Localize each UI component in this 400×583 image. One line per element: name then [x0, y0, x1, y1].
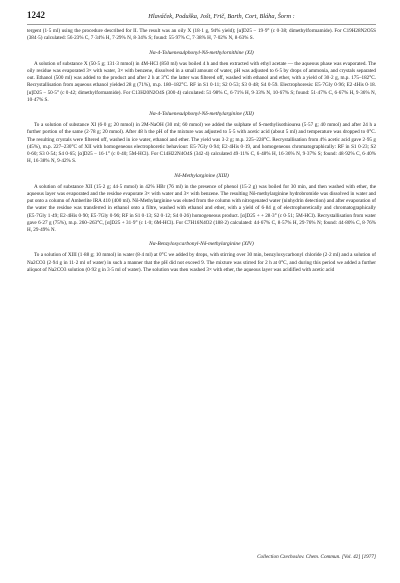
paragraph: A solution of substance X (50·5 g; 131·3 mmol) in 4M-HCl (850 ml) was boiled 4 h and then extracted with ethyl acetate — the aqueous phase was evaporated. The oily residue was evaporated 3× with water, 3× with benzene, dissolved in a small amount of water, pH was adjusted to 6·5 by drops of ammonia, and crystals separated out. Ethanol (500 ml) was added to the product and after 2 h at 3°C the latter was filtered off, washed with ethanol and ether, with a yield of 30·2 g, m.p. 175–182°C. Recrystallisation from aqueous ethanol yielded 28 g (71%), m.p. 180–182°C. RF in S1 0·11; S2 0·53; S3 0·48; S4 0·59. Electrophoresis: E5·7Gly 0·96; E2·4His 0·18. [α]D25 − 50·5° (c 0·42; dimethylformamide). For C13H20N2O4S (300·4) calculated: 51·98% C, 6·71% H, 9·33% N, 10·67% S; found: 51·47% C, 6·67% H, 9·36% N, 10·47% S. [27, 60, 376, 103]
paragraph: To a solution of substance XI (6·0 g; 20 mmol) in 2M-NaOH (30 ml; 60 mmol) we added the sulphate of S-methylisothiourea (5·57 g; 40 mmol) and after 24 h a further portion of the same (2·78 g; 20 mmol). After 48 h the pH of the mixture was adjusted to 5·5 with acetic acid (about 5 ml) and temperature was dropped to 0°C. The resulting crystals were filtered off, washed in ice water, ethanol and ether. The yield was 3·2 g; m.p. 225–228°C. Recrystallisation from 4% acetic acid gave 2·95 g (45%), m.p. 227–230°C of XII with homogeneous electrophoretic behaviour: E5·7Gly 0·94; E2·4His 0·19, and homogeneous chromatographically: RF in S1 0·23; S2 0·60; S3 0·54; S4 0·65; [α]D25 − 16·1° (c 0·40; 5M-HCl). For C14H22N4O4S (342·4) calculated 49·11% C, 6·48% H, 16·36% N, 9·37% S; found: 48·92% C, 6·40% H, 16·38% N, 9·42% S. [27, 122, 376, 165]
paragraph: To a solution of XIII (1·88 g; 10 mmol) in water (8·4 ml) at 0°C we added by drops, with stirring over 30 min, benzyloxycarbonyl chloride (2·2 ml) and a solution of Na2CO3 (2·94 g in 11·2 ml of water) in such a manner that the pH did not exceed 9. The mixture was stirred for 2 h at 0°C, and during this period we added a further aliquot of Na2CO3 solution (0·92 g in 3·5 ml of water). The solution was then washed 3× with ether, the aqueous layer was acidified with acetic acid [27, 252, 376, 273]
paragraph: A solution of substance XII (15·2 g; 44·5 mmol) in 42% HBr (76 ml) in the presence of phenol (15·2 g) was boiled for 30 min, and then washed with ether, the aqueous layer was evaporated and the residue evaporate 3× with water and 3× with benzene. The resulting Nδ-methylarginine hydrobromide was dissolved in water and put onto a column of Amberlite IRA 410 (400 ml). Nδ-Methylarginine was eluted from the column with nitrogenated water (ninhydrin detection) and after evaporation of the water the residue was transferred in ethanol onto a filtre, washed with ethanol and ether, with a yield of 6·84 g of electrophoretically and chromatographically (E5·7Gly 1·49; E2·4His 0·90; E5·7Gly 0·96; RF in S1 0·13; S2 0·12; S4 0·26) homogeneous product. [α]D25 + + 28·3° (c 0·51; 5M-HCl). Recrystallisation from water gave 6·27 g (75%), m.p. 260–263°C, [α]D25 + 31·9° (c 1·0; 6M-HCl). For C7H16N4O2 (188·2) calculated: 44·67% C, 8·57% H, 29·76% N; found: 44·80% C, 8·76% H, 29·49% N. [27, 183, 376, 233]
running-head: Hlaváček, Poduška, Jošt, Frič, Barth, Cort, Bláha, Šorm : [148, 13, 295, 20]
section-heading: Nα-Benzyloxycarbonyl-Nδ-methylarginine (XIV) [149, 241, 254, 248]
paragraph: tergent (1·5 ml) using the procedure described for II. The result was an oily X (18·1 g, 94% yield); [α]D25 − 19·9° (c 0·38; dimethylformamide). For C19H28N2O5S (384·5) calculated: 56·23% C, 7·34% H, 7·29% N, 8·34% S; found: 55·97% C, 7·38% H, 7·02% N, 8·63% S. [27, 28, 376, 42]
page [27, 10, 376, 560]
section-heading: Nδ-Methylarginine (XIII) [174, 172, 229, 179]
journal-footer: Collection Czechoslov. Chem. Commun. [Vol. 42] [1977] [257, 554, 376, 560]
section-heading: Nα-4-Toluenesulphonyl-Nδ-methylornithine (XI) [149, 49, 254, 56]
article-body [27, 28, 376, 274]
page-header [27, 10, 376, 25]
page-number: 1242 [27, 10, 45, 20]
section-heading: Nα-4-Toluenesulphonyl-Nδ-methylarginine (XII) [149, 111, 254, 117]
